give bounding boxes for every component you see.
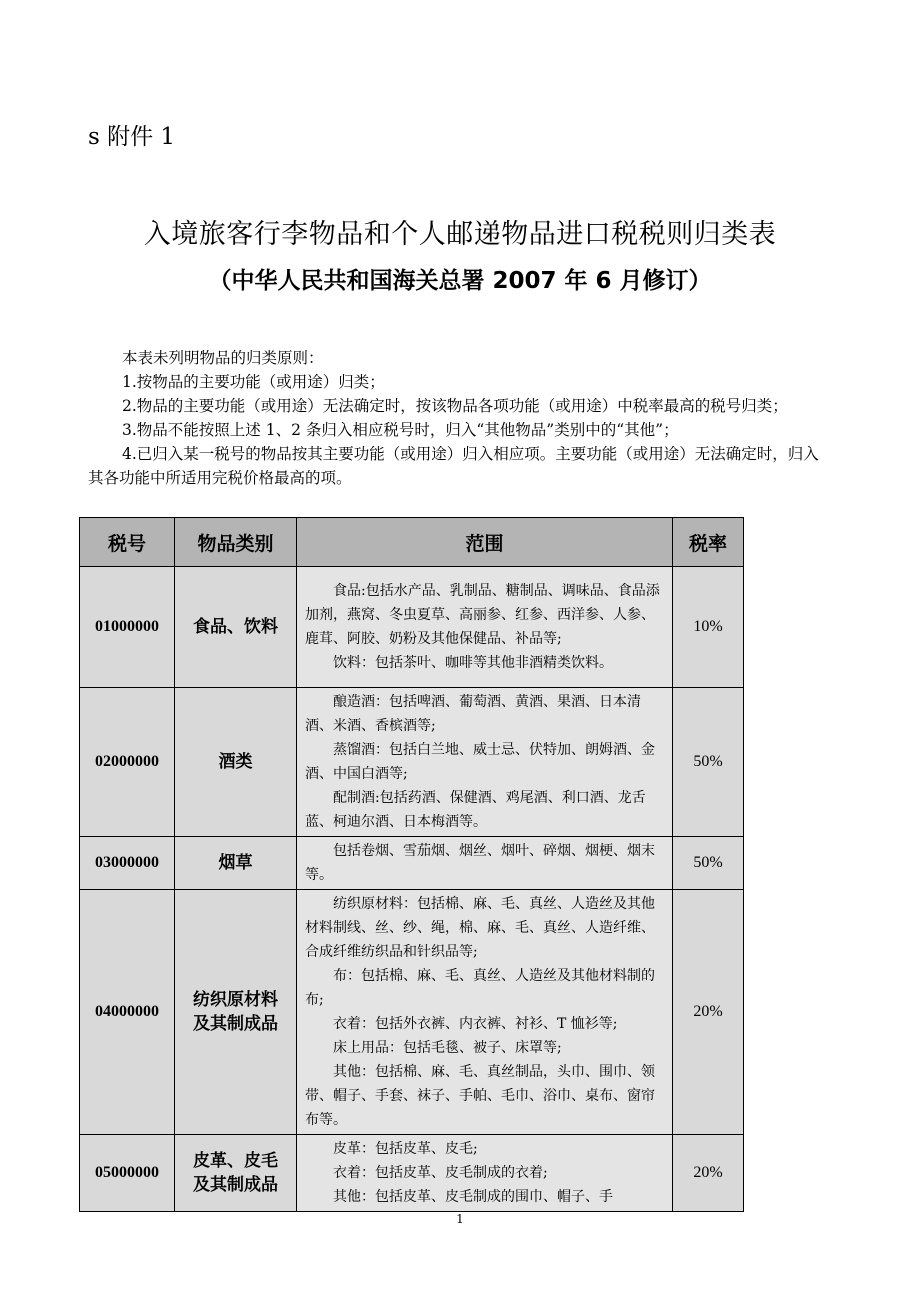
scope-item: 纺织原材料：包括棉、麻、毛、真丝、人造丝及其他材料制线、丝、纱、绳，棉、麻、毛、真丝、人造纤维、合成纤维纺织品和针织品等; [305, 896, 655, 960]
category: 皮革、皮毛及其制成品 [175, 1135, 297, 1212]
tax-rate: 50% [673, 688, 744, 837]
scope-item: 酿造酒：包括啤酒、葡萄酒、黄酒、果酒、日本清酒、米酒、香槟酒等; [305, 694, 641, 734]
tax-rate: 50% [673, 837, 744, 890]
scope-item: 衣着：包括外衣裤、内衣裤、衬衫、T 恤衫等; [333, 1016, 618, 1032]
scope [297, 567, 673, 688]
scope [297, 1135, 673, 1212]
principle-2: 2.物品的主要功能（或用途）无法确定时，按该物品各项功能（或用途）中税率最高的税号归类； [122, 397, 788, 415]
header-rate: 税率 [673, 518, 744, 567]
attachment-label: s 附件 1 [88, 124, 176, 150]
scope [297, 688, 673, 837]
table-row [80, 890, 744, 1135]
table-row [80, 567, 744, 688]
scope [297, 890, 673, 1135]
tax-code: 01000000 [80, 567, 175, 688]
tax-code: 05000000 [80, 1135, 175, 1212]
scope-item: 包括卷烟、雪茄烟、烟丝、烟叶、碎烟、烟梗、烟末等。 [305, 843, 655, 883]
document-title: 入境旅客行李物品和个人邮递物品进口税税则归类表 [143, 219, 777, 250]
document-subtitle: （中华人民共和国海关总署 2007 年 6 月修订） [208, 268, 712, 294]
page-number: 1 [456, 1212, 464, 1226]
scope-item: 配制酒:包括药酒、保健酒、鸡尾酒、利口酒、龙舌蓝、柯迪尔酒、日本梅酒等。 [305, 790, 646, 830]
category: 酒类 [175, 688, 297, 837]
scope-item: 布：包括棉、麻、毛、真丝、人造丝及其他材料制的布; [305, 968, 655, 1008]
principle-1: 1.按物品的主要功能（或用途）归类； [122, 373, 385, 391]
principle-4: 4.已归入某一税号的物品按其主要功能（或用途）归入相应项。主要功能（或用途）无法确定时，归入其各功能中所适用完税价格最高的项。 [88, 445, 819, 487]
principle-intro: 本表未列明物品的归类原则： [122, 349, 324, 367]
scope-item: 床上用品：包括毛毯、被子、床罩等; [333, 1040, 562, 1056]
category: 食品、饮料 [175, 567, 297, 688]
tax-code: 02000000 [80, 688, 175, 837]
principle-3: 3.物品不能按照上述 1、2 条归入相应税号时，归入“其他物品”类别中的“其他”； [122, 421, 679, 439]
scope [297, 837, 673, 890]
scope-item: 食品:包括水产品、乳制品、糖制品、调味品、食品添加剂，燕窝、冬虫夏草、高丽参、红参、西洋参、人参、鹿茸、阿胶、奶粉及其他保健品、补品等; [305, 583, 660, 647]
table-row [80, 837, 744, 890]
tax-code: 04000000 [80, 890, 175, 1135]
scope-item: 衣着：包括皮革、皮毛制成的衣着; [333, 1165, 548, 1181]
tariff-classification-table [79, 517, 744, 1212]
header-scope: 范围 [297, 518, 673, 567]
table-row [80, 688, 744, 837]
tax-rate: 10% [673, 567, 744, 688]
tax-code: 03000000 [80, 837, 175, 890]
table-header-row [80, 518, 744, 567]
table-row [80, 1135, 744, 1212]
category: 纺织原材料及其制成品 [175, 890, 297, 1135]
scope-item: 饮料：包括茶叶、咖啡等其他非酒精类饮料。 [333, 655, 613, 671]
scope-item: 蒸馏酒：包括白兰地、威士忌、伏特加、朗姆酒、金酒、中国白酒等; [305, 742, 655, 782]
classification-principles [88, 346, 830, 490]
scope-item: 其他：包括皮革、皮毛制成的围巾、帽子、手 [333, 1189, 613, 1205]
tax-rate: 20% [673, 890, 744, 1135]
scope-item: 其他：包括棉、麻、毛、真丝制品，头巾、围巾、领带、帽子、手套、袜子、手帕、毛巾、浴巾、桌布、窗帘布等。 [305, 1064, 655, 1128]
header-category: 物品类别 [175, 518, 297, 567]
scope-item: 皮革：包括皮革、皮毛; [333, 1141, 478, 1157]
header-tax-code: 税号 [80, 518, 175, 567]
category: 烟草 [175, 837, 297, 890]
tax-rate: 20% [673, 1135, 744, 1212]
